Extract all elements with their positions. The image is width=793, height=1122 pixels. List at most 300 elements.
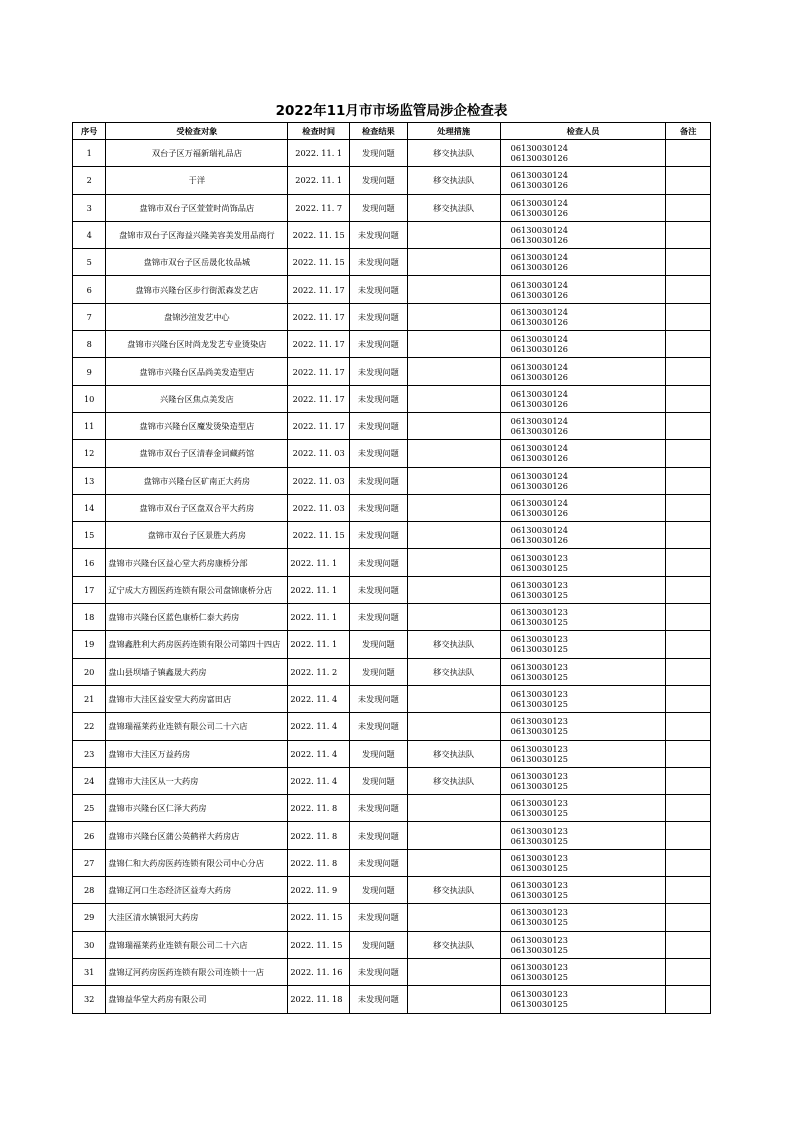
cell-inspectors	[500, 849, 666, 876]
cell-remark	[666, 767, 711, 794]
cell-result: 未发现问题	[350, 440, 408, 467]
cell-remark	[666, 194, 711, 221]
cell-target: 盘锦辽河药房医药连锁有限公司连锁十一店	[106, 958, 288, 985]
cell-remark	[666, 249, 711, 276]
inspector-id: 06130030125	[510, 808, 568, 819]
table-row	[73, 440, 711, 467]
cell-remark	[666, 522, 711, 549]
cell-target: 大洼区清水镇银河大药房	[106, 904, 288, 931]
cell-inspectors	[500, 576, 666, 603]
cell-result: 发现问题	[350, 740, 408, 767]
cell-target: 盘锦市兴隆台区矿南正大药房	[106, 467, 288, 494]
cell-measure	[407, 412, 500, 439]
cell-time: 2022. 11. 2	[288, 658, 350, 685]
cell-time: 2022. 11. 8	[288, 795, 350, 822]
cell-target: 盘锦市双台子区岳晟化妆品城	[106, 249, 288, 276]
inspector-id: 06130030123	[510, 716, 568, 727]
table-row	[73, 331, 711, 358]
inspector-id: 06130030124	[510, 306, 568, 317]
table-header-row	[73, 123, 711, 140]
cell-remark	[666, 713, 711, 740]
cell-target: 盘锦市兴隆台区时尚龙发艺专业烫染店	[106, 331, 288, 358]
inspector-id: 06130030126	[510, 508, 568, 518]
cell-measure	[407, 358, 500, 385]
cell-result: 发现问题	[350, 931, 408, 958]
page-title: 2022年11月市市场监管局涉企检查表	[275, 103, 508, 119]
cell-time: 2022. 11. 17	[288, 276, 350, 303]
inspector-id: 06130030126	[510, 426, 568, 437]
cell-inspectors	[500, 740, 666, 767]
inspector-id: 06130030124	[510, 279, 568, 290]
inspector-id: 06130030124	[510, 361, 568, 372]
cell-inspectors	[500, 986, 666, 1013]
table-row	[73, 631, 711, 658]
cell-target: 于洋	[106, 167, 288, 194]
cell-target: 兴隆台区焦点美发店	[106, 385, 288, 412]
cell-inspectors	[500, 385, 666, 412]
inspector-id: 06130030126	[510, 371, 568, 382]
cell-remark	[666, 358, 711, 385]
cell-measure	[407, 249, 500, 276]
table-row	[73, 877, 711, 904]
table-row	[73, 958, 711, 985]
cell-seq: 21	[73, 685, 106, 712]
cell-measure: 移交执法队	[407, 931, 500, 958]
inspector-id: 06130030125	[510, 999, 568, 1010]
cell-time: 2022. 11. 03	[288, 494, 350, 521]
cell-target: 盘锦市兴隆台区益心堂大药房康桥分部	[106, 549, 288, 576]
cell-seq: 3	[73, 194, 106, 221]
cell-measure	[407, 494, 500, 521]
inspector-id: 06130030126	[510, 207, 568, 218]
cell-measure	[407, 385, 500, 412]
inspector-id: 06130030124	[510, 252, 568, 263]
inspector-id: 06130030123	[510, 962, 568, 973]
cell-measure	[407, 467, 500, 494]
cell-time: 2022. 11. 8	[288, 822, 350, 849]
cell-seq: 32	[73, 986, 106, 1013]
cell-seq: 14	[73, 494, 106, 521]
inspector-id: 06130030124	[510, 143, 568, 154]
table-row	[73, 767, 711, 794]
cell-time: 2022. 11. 15	[288, 249, 350, 276]
table-row	[73, 494, 711, 521]
cell-result: 未发现问题	[350, 303, 408, 330]
cell-time: 2022. 11. 18	[288, 986, 350, 1013]
table-row	[73, 822, 711, 849]
table-row	[73, 576, 711, 603]
cell-seq: 1	[73, 140, 106, 167]
inspector-id: 06130030124	[510, 470, 568, 481]
cell-result: 发现问题	[350, 631, 408, 658]
cell-remark	[666, 385, 711, 412]
cell-remark	[666, 822, 711, 849]
header-target: 受检查对象	[106, 123, 288, 140]
cell-time: 2022. 11. 03	[288, 440, 350, 467]
cell-measure	[407, 904, 500, 931]
inspector-id: 06130030125	[510, 890, 568, 901]
cell-result: 未发现问题	[350, 385, 408, 412]
cell-inspectors	[500, 713, 666, 740]
cell-measure	[407, 221, 500, 248]
cell-inspectors	[500, 494, 666, 521]
cell-time: 2022. 11. 17	[288, 412, 350, 439]
cell-result: 未发现问题	[350, 221, 408, 248]
table-row	[73, 849, 711, 876]
cell-target: 盘锦市兴隆台区仁泽大药房	[106, 795, 288, 822]
cell-inspectors	[500, 194, 666, 221]
table-row	[73, 467, 711, 494]
cell-seq: 23	[73, 740, 106, 767]
cell-target: 盘锦市双台子区盘双合平大药房	[106, 494, 288, 521]
inspector-id: 06130030123	[510, 852, 568, 863]
cell-remark	[666, 549, 711, 576]
inspector-id: 06130030123	[510, 880, 568, 891]
cell-inspectors	[500, 795, 666, 822]
cell-measure	[407, 604, 500, 631]
cell-result: 未发现问题	[350, 713, 408, 740]
inspector-id: 06130030123	[510, 825, 568, 836]
cell-time: 2022. 11. 15	[288, 904, 350, 931]
inspector-id: 06130030126	[510, 180, 568, 191]
table-row	[73, 221, 711, 248]
cell-remark	[666, 685, 711, 712]
inspector-id: 06130030125	[510, 726, 568, 737]
inspector-id: 06130030123	[510, 552, 568, 563]
inspector-id: 06130030125	[510, 917, 568, 928]
cell-result: 未发现问题	[350, 576, 408, 603]
cell-seq: 28	[73, 877, 106, 904]
cell-measure	[407, 713, 500, 740]
cell-seq: 12	[73, 440, 106, 467]
cell-target: 盘锦市双台子区景胜大药房	[106, 522, 288, 549]
cell-target: 盘锦沙渲发艺中心	[106, 303, 288, 330]
cell-time: 2022. 11. 17	[288, 358, 350, 385]
cell-seq: 15	[73, 522, 106, 549]
table-row	[73, 986, 711, 1013]
cell-target: 盘锦鑫胜利大药房医药连锁有限公司第四十四店	[106, 631, 288, 658]
cell-seq: 5	[73, 249, 106, 276]
inspector-id: 06130030123	[510, 661, 568, 672]
inspector-id: 06130030126	[510, 398, 568, 409]
header-inspectors: 检查人员	[500, 123, 666, 140]
inspector-id: 06130030125	[510, 780, 568, 791]
cell-time: 2022. 11. 17	[288, 331, 350, 358]
cell-inspectors	[500, 685, 666, 712]
inspector-id: 06130030123	[510, 770, 568, 781]
cell-seq: 19	[73, 631, 106, 658]
inspector-id: 06130030123	[510, 743, 568, 754]
cell-time: 2022. 11. 4	[288, 767, 350, 794]
cell-measure	[407, 685, 500, 712]
cell-result: 未发现问题	[350, 604, 408, 631]
cell-time: 2022. 11. 17	[288, 303, 350, 330]
cell-remark	[666, 440, 711, 467]
cell-time: 2022. 11. 4	[288, 685, 350, 712]
cell-inspectors	[500, 440, 666, 467]
cell-result: 未发现问题	[350, 331, 408, 358]
inspector-id: 06130030124	[510, 416, 568, 427]
cell-target: 盘锦辽河口生态经济区益寿大药房	[106, 877, 288, 904]
cell-result: 未发现问题	[350, 276, 408, 303]
header-remark: 备注	[666, 123, 711, 140]
cell-target: 盘锦市兴隆台区蓝色康桥仁泰大药房	[106, 604, 288, 631]
inspector-id: 06130030123	[510, 798, 568, 809]
cell-remark	[666, 331, 711, 358]
cell-time: 2022. 11. 15	[288, 931, 350, 958]
cell-measure	[407, 303, 500, 330]
inspector-id: 06130030126	[510, 316, 568, 327]
cell-seq: 8	[73, 331, 106, 358]
cell-seq: 30	[73, 931, 106, 958]
cell-measure	[407, 986, 500, 1013]
cell-measure: 移交执法队	[407, 658, 500, 685]
header-measure: 处理措施	[407, 123, 500, 140]
cell-inspectors	[500, 522, 666, 549]
cell-target: 盘锦益华堂大药房有限公司	[106, 986, 288, 1013]
cell-inspectors	[500, 140, 666, 167]
cell-result: 未发现问题	[350, 958, 408, 985]
table-row	[73, 140, 711, 167]
cell-seq: 10	[73, 385, 106, 412]
cell-result: 发现问题	[350, 140, 408, 167]
cell-inspectors	[500, 904, 666, 931]
cell-result: 发现问题	[350, 167, 408, 194]
cell-result: 未发现问题	[350, 249, 408, 276]
inspector-id: 06130030124	[510, 388, 568, 399]
inspector-id: 06130030126	[510, 480, 568, 491]
cell-time: 2022. 11. 7	[288, 194, 350, 221]
cell-measure: 移交执法队	[407, 877, 500, 904]
cell-seq: 13	[73, 467, 106, 494]
cell-time: 2022. 11. 1	[288, 167, 350, 194]
inspector-id: 06130030125	[510, 862, 568, 873]
cell-seq: 17	[73, 576, 106, 603]
cell-time: 2022. 11. 17	[288, 385, 350, 412]
cell-measure	[407, 276, 500, 303]
inspector-id: 06130030125	[510, 589, 568, 600]
cell-result: 未发现问题	[350, 358, 408, 385]
cell-remark	[666, 467, 711, 494]
table-row	[73, 522, 711, 549]
cell-seq: 18	[73, 604, 106, 631]
cell-seq: 6	[73, 276, 106, 303]
cell-inspectors	[500, 877, 666, 904]
cell-time: 2022. 11. 15	[288, 221, 350, 248]
table-row	[73, 385, 711, 412]
inspector-id: 06130030125	[510, 944, 568, 955]
cell-result: 未发现问题	[350, 494, 408, 521]
cell-inspectors	[500, 412, 666, 439]
inspection-table	[72, 122, 711, 1014]
cell-measure: 移交执法队	[407, 194, 500, 221]
inspector-id: 06130030126	[510, 262, 568, 273]
table-row	[73, 604, 711, 631]
cell-target: 盘锦瑞福莱药业连锁有限公司二十六店	[106, 713, 288, 740]
inspector-id: 06130030124	[510, 225, 568, 236]
inspector-id: 06130030123	[510, 689, 568, 700]
table-row	[73, 931, 711, 958]
cell-result: 发现问题	[350, 194, 408, 221]
cell-seq: 9	[73, 358, 106, 385]
cell-seq: 11	[73, 412, 106, 439]
cell-inspectors	[500, 303, 666, 330]
inspector-id: 06130030124	[510, 498, 568, 508]
cell-remark	[666, 740, 711, 767]
cell-inspectors	[500, 931, 666, 958]
cell-result: 发现问题	[350, 658, 408, 685]
cell-inspectors	[500, 604, 666, 631]
cell-remark	[666, 986, 711, 1013]
table-row	[73, 904, 711, 931]
cell-remark	[666, 604, 711, 631]
cell-target: 盘锦市双台子区萱萱时尚饰品店	[106, 194, 288, 221]
cell-measure	[407, 549, 500, 576]
inspector-id: 06130030124	[510, 525, 568, 536]
cell-result: 未发现问题	[350, 822, 408, 849]
cell-inspectors	[500, 276, 666, 303]
cell-target: 盘锦市兴隆台区步行街派森发艺店	[106, 276, 288, 303]
cell-result: 发现问题	[350, 767, 408, 794]
cell-seq: 22	[73, 713, 106, 740]
cell-inspectors	[500, 249, 666, 276]
cell-remark	[666, 958, 711, 985]
header-time: 检查时间	[288, 123, 350, 140]
cell-remark	[666, 276, 711, 303]
table-row	[73, 358, 711, 385]
inspector-id: 06130030125	[510, 671, 568, 682]
cell-time: 2022. 11. 1	[288, 604, 350, 631]
cell-measure	[407, 958, 500, 985]
cell-measure	[407, 522, 500, 549]
table-row	[73, 167, 711, 194]
inspector-id: 06130030124	[510, 443, 568, 454]
cell-remark	[666, 303, 711, 330]
table-row	[73, 412, 711, 439]
cell-seq: 26	[73, 822, 106, 849]
cell-inspectors	[500, 658, 666, 685]
cell-target: 盘锦市兴隆台区蒲公英鹤祥大药房店	[106, 822, 288, 849]
cell-remark	[666, 877, 711, 904]
inspector-id: 06130030124	[510, 197, 568, 208]
inspector-id: 06130030124	[510, 170, 568, 181]
inspector-id: 06130030125	[510, 972, 568, 983]
inspector-id: 06130030126	[510, 289, 568, 300]
cell-target: 盘锦市兴隆台区魔发烫染造型店	[106, 412, 288, 439]
cell-target: 盘锦市双台子区海益兴隆美容美发用品商行	[106, 221, 288, 248]
cell-measure	[407, 440, 500, 467]
inspector-id: 06130030126	[510, 235, 568, 246]
inspector-id: 06130030123	[510, 607, 568, 618]
cell-inspectors	[500, 467, 666, 494]
cell-measure	[407, 331, 500, 358]
cell-measure: 移交执法队	[407, 140, 500, 167]
cell-target: 盘锦市兴隆台区品尚美发造型店	[106, 358, 288, 385]
cell-target: 盘山县坝墙子镇鑫晟大药房	[106, 658, 288, 685]
cell-remark	[666, 412, 711, 439]
cell-seq: 7	[73, 303, 106, 330]
cell-inspectors	[500, 549, 666, 576]
cell-target: 盘锦市大洼区万益药房	[106, 740, 288, 767]
inspector-id: 06130030123	[510, 989, 568, 1000]
cell-remark	[666, 631, 711, 658]
inspector-id: 06130030125	[510, 644, 568, 655]
cell-result: 发现问题	[350, 877, 408, 904]
inspector-id: 06130030125	[510, 617, 568, 628]
cell-result: 未发现问题	[350, 986, 408, 1013]
cell-time: 2022. 11. 1	[288, 576, 350, 603]
table-row	[73, 249, 711, 276]
cell-seq: 16	[73, 549, 106, 576]
cell-remark	[666, 795, 711, 822]
cell-remark	[666, 221, 711, 248]
cell-time: 2022. 11. 1	[288, 631, 350, 658]
header-seq: 序号	[73, 123, 106, 140]
table-row	[73, 713, 711, 740]
cell-measure	[407, 849, 500, 876]
inspector-id: 06130030123	[510, 579, 568, 590]
inspector-id: 06130030124	[510, 334, 568, 345]
cell-result: 未发现问题	[350, 412, 408, 439]
inspector-id: 06130030126	[510, 344, 568, 355]
table-row	[73, 740, 711, 767]
inspector-id: 06130030126	[510, 153, 568, 164]
cell-target: 盘锦瑞福莱药业连锁有限公司二十六店	[106, 931, 288, 958]
inspector-id: 06130030125	[510, 835, 568, 846]
cell-result: 未发现问题	[350, 904, 408, 931]
cell-seq: 4	[73, 221, 106, 248]
cell-time: 2022. 11. 1	[288, 549, 350, 576]
cell-measure: 移交执法队	[407, 767, 500, 794]
cell-result: 未发现问题	[350, 849, 408, 876]
cell-measure: 移交执法队	[407, 167, 500, 194]
cell-result: 未发现问题	[350, 685, 408, 712]
cell-measure	[407, 822, 500, 849]
cell-time: 2022. 11. 8	[288, 849, 350, 876]
table-row	[73, 194, 711, 221]
cell-seq: 20	[73, 658, 106, 685]
cell-inspectors	[500, 631, 666, 658]
cell-seq: 24	[73, 767, 106, 794]
cell-target: 盘锦市双台子区清春金词藏药馆	[106, 440, 288, 467]
inspector-id: 06130030126	[510, 535, 568, 546]
cell-target: 盘锦仁和大药房医药连锁有限公司中心分店	[106, 849, 288, 876]
cell-time: 2022. 11. 1	[288, 140, 350, 167]
cell-result: 未发现问题	[350, 467, 408, 494]
table-row	[73, 303, 711, 330]
cell-remark	[666, 140, 711, 167]
table-body	[73, 140, 711, 1014]
cell-inspectors	[500, 958, 666, 985]
cell-inspectors	[500, 822, 666, 849]
inspector-id: 06130030125	[510, 562, 568, 573]
cell-inspectors	[500, 767, 666, 794]
cell-inspectors	[500, 331, 666, 358]
cell-measure	[407, 576, 500, 603]
cell-remark	[666, 849, 711, 876]
table-row	[73, 276, 711, 303]
cell-inspectors	[500, 221, 666, 248]
cell-inspectors	[500, 358, 666, 385]
cell-inspectors	[500, 167, 666, 194]
inspector-id: 06130030126	[510, 453, 568, 464]
cell-time: 2022. 11. 16	[288, 958, 350, 985]
cell-target: 辽宁成大方圆医药连锁有限公司盘锦康桥分店	[106, 576, 288, 603]
cell-target: 双台子区万福新瑞礼品店	[106, 140, 288, 167]
cell-time: 2022. 11. 4	[288, 713, 350, 740]
cell-measure	[407, 795, 500, 822]
table-row	[73, 658, 711, 685]
